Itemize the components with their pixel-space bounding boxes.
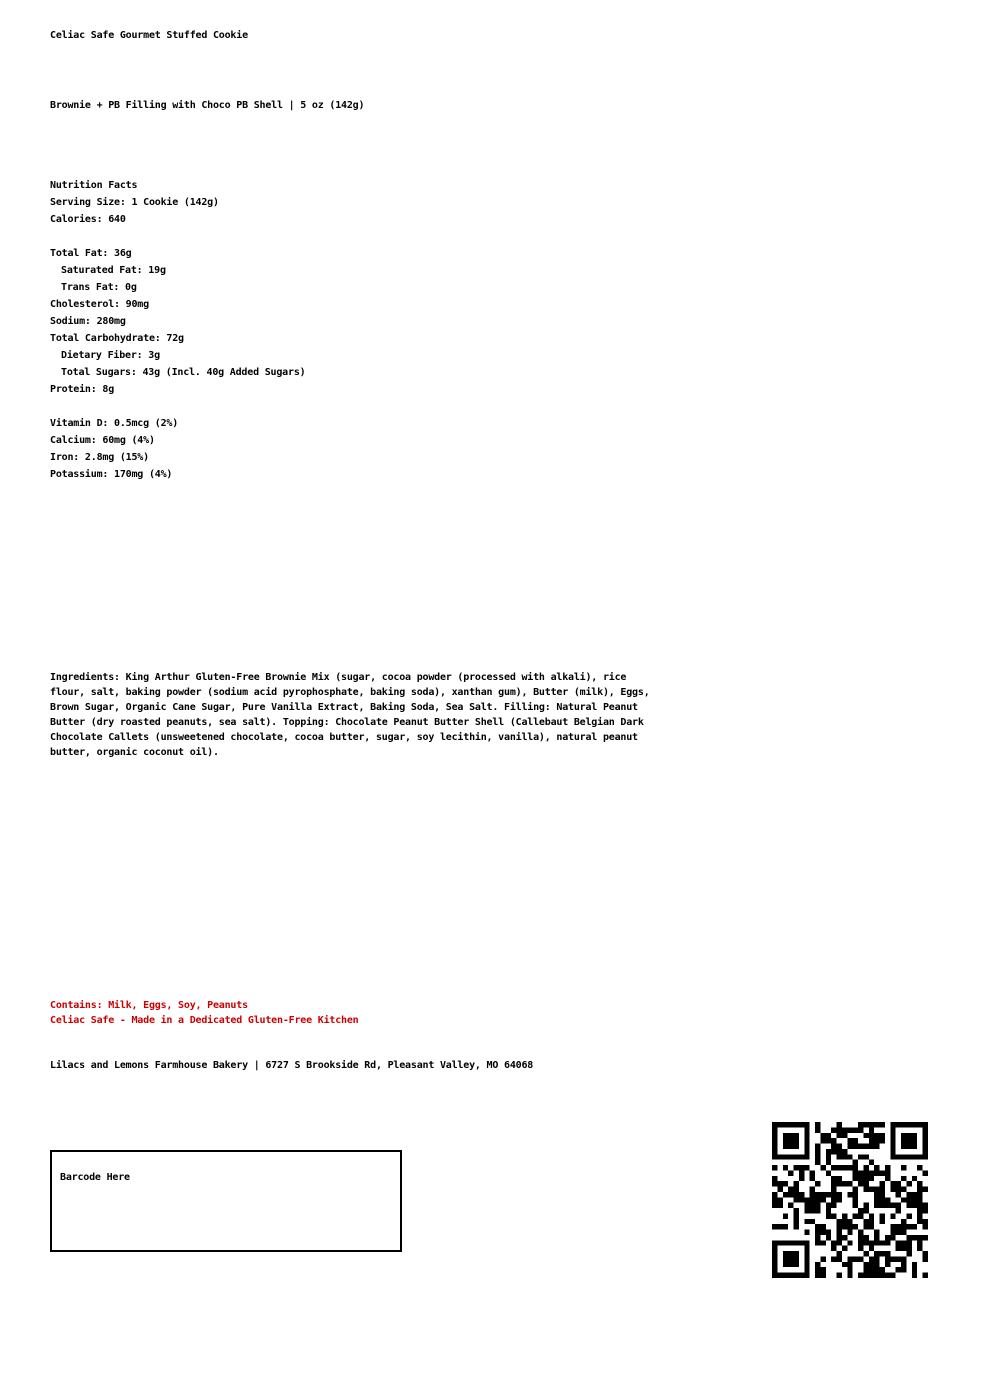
cholesterol: Cholesterol: 90mg [50, 299, 149, 310]
calories: Calories: 640 [50, 214, 126, 225]
barcode-placeholder-box [50, 1150, 402, 1252]
ingredients-text: Ingredients: King Arthur Gluten-Free Brownie Mix (sugar, cocoa powder (processed with alkali), rice flour, salt, baking powder (sodium acid pyrophosphate, baking soda), xanthan gum), Butter (milk), Eggs, Brown Sugar, Organic Cane Sugar, Pure Vanilla Extract, Baking Soda, Sea Salt. Filling: Natural Peanut Butter (dry roasted peanuts, sea salt). Topping: Chocolate Peanut Butter Shell (Callebaut Belgian Dark Chocolate Callets (unsweetened chocolate, cocoa butter, sugar, soy lecithin, vanilla), natural peanut butter, organic coconut oil). [50, 672, 650, 758]
bakery-address: Lilacs and Lemons Farmhouse Bakery | 6727 S Brookside Rd, Pleasant Valley, MO 64068 [50, 1060, 534, 1071]
barcode-placeholder-label: Barcode Here [60, 1172, 130, 1183]
product-title: Celiac Safe Gourmet Stuffed Cookie [50, 30, 248, 41]
vitamin-d: Vitamin D: 0.5mcg (2%) [50, 418, 179, 429]
trans-fat: Trans Fat: 0g [61, 282, 137, 293]
celiac-safe-note: Celiac Safe - Made in a Dedicated Gluten-Free Kitchen [50, 1015, 359, 1026]
total-fat: Total Fat: 36g [50, 248, 132, 259]
potassium: Potassium: 170mg (4%) [50, 469, 173, 480]
saturated-fat: Saturated Fat: 19g [61, 265, 166, 276]
calcium: Calcium: 60mg (4%) [50, 435, 155, 446]
sodium: Sodium: 280mg [50, 316, 126, 327]
total-sugars: Total Sugars: 43g (Incl. 40g Added Sugars) [61, 367, 306, 378]
nutrition-heading: Nutrition Facts [50, 180, 138, 191]
protein: Protein: 8g [50, 384, 115, 395]
serving-size: Serving Size: 1 Cookie (142g) [50, 197, 219, 208]
allergen-contains: Contains: Milk, Eggs, Soy, Peanuts [50, 1000, 248, 1011]
dietary-fiber: Dietary Fiber: 3g [61, 350, 160, 361]
total-carbohydrate: Total Carbohydrate: 72g [50, 333, 184, 344]
product-subtitle: Brownie + PB Filling with Choco PB Shell | 5 oz (142g) [50, 100, 365, 111]
iron: Iron: 2.8mg (15%) [50, 452, 149, 463]
qr-code-icon [772, 1122, 928, 1278]
